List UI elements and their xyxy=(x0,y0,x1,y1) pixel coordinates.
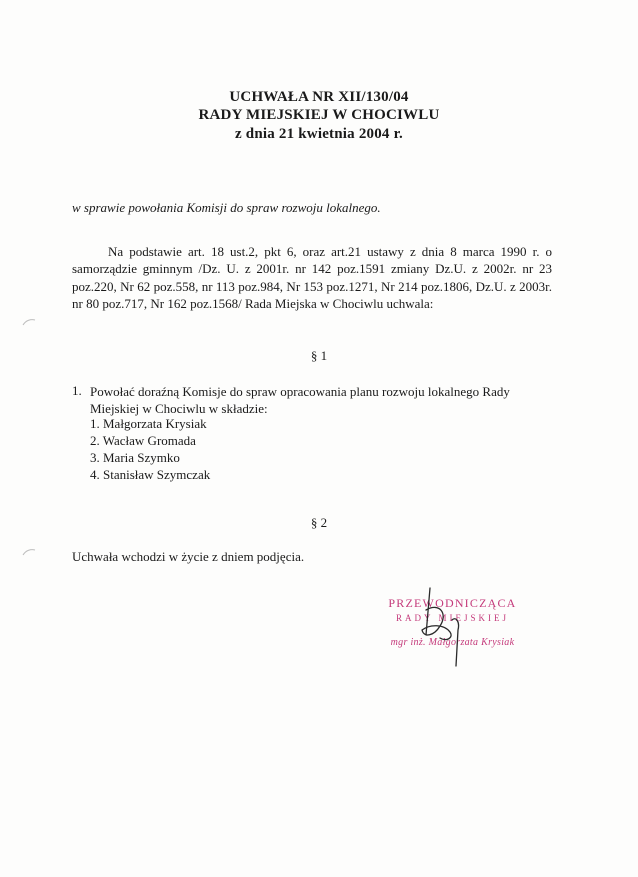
commission-members-list xyxy=(90,415,210,483)
stamp-subtitle: RADY MIEJSKIEJ xyxy=(396,613,509,623)
resolution-subject: w sprawie powołania Komisji do spraw rozwoju lokalnego. xyxy=(72,200,381,215)
council-name: RADY MIEJSKIEJ W CHOCIWLU xyxy=(198,107,440,123)
list-item: 3. Maria Szymko xyxy=(90,450,180,465)
section-2-mark: § 2 xyxy=(310,515,328,530)
margin-punch-mark xyxy=(22,548,36,556)
legal-basis-paragraph: Na podstawie art. 18 ust.2, pkt 6, oraz art.21 ustawy z dnia 8 marca 1990 r. o samorządzie gminnym /Dz. U. z 2001r. nr 142 poz.1591 zmiany Dz.U. z 2002r. nr 23 poz.220, Nr 62 poz.558, nr 113 poz.984, Nr 153 poz.1271, Nr 214 poz.1806, Dz.U. z 2003r. nr 80 poz.717, Nr 162 poz.1568/ Rada Miejska w Chociwlu uchwala: xyxy=(72,244,552,311)
list-item: 1. Małgorzata Krysiak xyxy=(90,416,207,431)
margin-punch-mark xyxy=(22,318,36,326)
item-text: Powołać doraźną Komisje do spraw opracowania planu rozwoju lokalnego Rady Miejskiej w Chociwlu w składzie: xyxy=(90,384,510,417)
resolution-date: z dnia 21 kwietnia 2004 r. xyxy=(235,126,403,142)
stamp-name: mgr inż. Małgorzata Krysiak xyxy=(390,637,515,648)
item-number: 1. xyxy=(72,383,82,398)
list-item: 2. Wacław Gromada xyxy=(90,433,196,448)
resolution-number: UCHWAŁA NR XII/130/04 xyxy=(229,89,409,105)
section-1-mark: § 1 xyxy=(310,348,328,363)
list-item: 4. Stanisław Szymczak xyxy=(90,467,211,482)
entry-into-force-text: Uchwała wchodzi w życie z dniem podjęcia. xyxy=(72,549,305,564)
handwritten-signature xyxy=(400,580,510,670)
stamp-title: PRZEWODNICZĄCA xyxy=(388,596,517,610)
